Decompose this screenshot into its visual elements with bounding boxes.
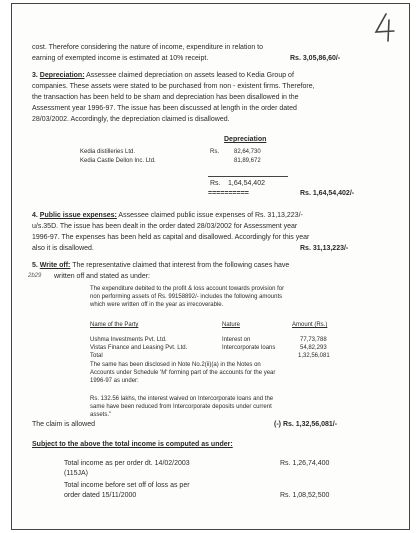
table-cell-nature: Interest on (222, 337, 251, 343)
note-line: same have been reduced from Intercorporate deposits under current (90, 404, 272, 410)
subject-heading: Subject to the above the total income is computed as under: (32, 441, 233, 448)
paragraph-line: 28/03/2002. Accordingly, the depreciation claimed is disallowed. (32, 116, 230, 123)
note-line: assets." (90, 412, 112, 418)
table-cell-name: Kedia distilleries Ltd. (80, 149, 136, 155)
paragraph-text: The representative claimed that interest from the following cases have (72, 262, 290, 269)
section-number: 3. (32, 72, 38, 79)
paragraph-line: companies. These assets were stated to be purchased from non - existent firms. Therefore, (32, 83, 315, 90)
note-line: 1996-97 as under: (90, 378, 139, 384)
intro-amount: Rs. 3,05,86,60/- (290, 55, 341, 62)
final-amount: Rs. 31,13,223/- (300, 245, 349, 252)
paragraph-line: also it is disallowed. (32, 245, 94, 252)
income-line: Total income before set off of loss as per (64, 482, 190, 489)
table-cell-amount: 54,82,293 (300, 345, 327, 351)
handwritten-page-number (372, 12, 398, 42)
paragraph-text: Assessee claimed public issue expenses of Rs. 31,13,223/- (118, 212, 303, 219)
total-label: Total (90, 353, 103, 359)
table-heading: Depreciation (224, 136, 267, 143)
paragraph-text: Assessee claimed depreciation on assets leased to Kedia Group of (86, 72, 294, 79)
table-cell-currency: Rs. (210, 149, 219, 155)
note-line: The same has been disclosed in Note No.2(ii)(a) in the Notes on (90, 362, 261, 368)
column-header-nature: Nature (222, 322, 241, 328)
income-line: (115JA) (64, 470, 88, 477)
income-line: Total income as per order dt. 14/02/2003 (64, 460, 190, 467)
paragraph-line: Assessment year 1996-97. The issue has been discussed at length in the order dated (32, 105, 297, 112)
public-issue-section (32, 212, 303, 220)
document-page (11, 3, 410, 530)
total-currency: Rs. (210, 180, 221, 187)
quote-line: The expenditure debited to the profit & loss account towards provision for (90, 286, 285, 292)
sum-rule (208, 176, 288, 177)
quote-line: which were written off in the year as irrecoverable. (90, 302, 224, 308)
paragraph-line: written off and stated as under: (54, 273, 150, 280)
quote-line: non performing assets of Rs. 99158892/- includes the following amounts (90, 294, 283, 300)
section-heading: Depreciation: (39, 72, 85, 79)
table-cell-party: Ushma Investments Pvt. Ltd. (90, 337, 167, 343)
total-amount: 1,32,56,081 (298, 353, 330, 359)
income-amount: Rs. 1,08,52,500 (280, 492, 330, 499)
table-cell-amount: 77,73,788 (300, 337, 327, 343)
column-header-amount: Amount (Rs.) (292, 322, 328, 328)
total-equals: ========== (208, 190, 249, 197)
income-line: order dated 15/11/2000 (64, 492, 137, 499)
note-line: Accounts under Schedule 'M' forming part of the accounts for the year (90, 370, 276, 376)
paragraph-line: 1996-97. The expenses has been held as capital and disallowed. Accordingly for this year (32, 234, 310, 241)
note-line: Rs. 132.56 lakhs, the interest waived on Intercorporate loans and the (90, 396, 274, 402)
table-cell-amount: 81,89,672 (234, 158, 261, 164)
write-off-section (32, 262, 289, 270)
claim-text: The claim is allowed (32, 421, 96, 428)
income-amount: Rs. 1,26,74,400 (280, 460, 330, 467)
final-amount: Rs. 1,64,54,402/- (300, 190, 355, 197)
paragraph-line: the transaction has been held to be sham and depreciation has been disallowed in the (32, 94, 299, 101)
intro-line-2: earning of exempted income is estimated at 10% receipt. (32, 55, 209, 62)
table-cell-nature: Intercorporate loans (222, 345, 276, 351)
paragraph-line: u/s.35D. The issue has been dealt in the order dated 28/03/2002 for Assessment year (32, 223, 298, 230)
section-heading: Write off: (39, 262, 71, 269)
intro-line-1: cost. Therefore considering the nature of income, expenditure in relation to (32, 44, 264, 51)
table-cell-party: Vistas Finance and Leasing Pvt. Ltd. (90, 345, 188, 351)
column-header-party: Name of the Party (90, 322, 139, 328)
table-cell-name: Kedia Castle Dellon Inc. Ltd. (80, 158, 156, 164)
depreciation-section (32, 72, 294, 80)
table-cell-amount: 82,64,730 (234, 149, 261, 155)
section-number: 4. (32, 212, 38, 219)
handwritten-side-note: 2b29 (28, 273, 42, 279)
section-heading: Public issue expenses: (39, 212, 117, 219)
section-number: 5. (32, 262, 38, 269)
claim-amount: (-) Rs. 1,32,56,081/- (274, 421, 338, 428)
total-amount: 1,64,54,402 (228, 180, 265, 187)
